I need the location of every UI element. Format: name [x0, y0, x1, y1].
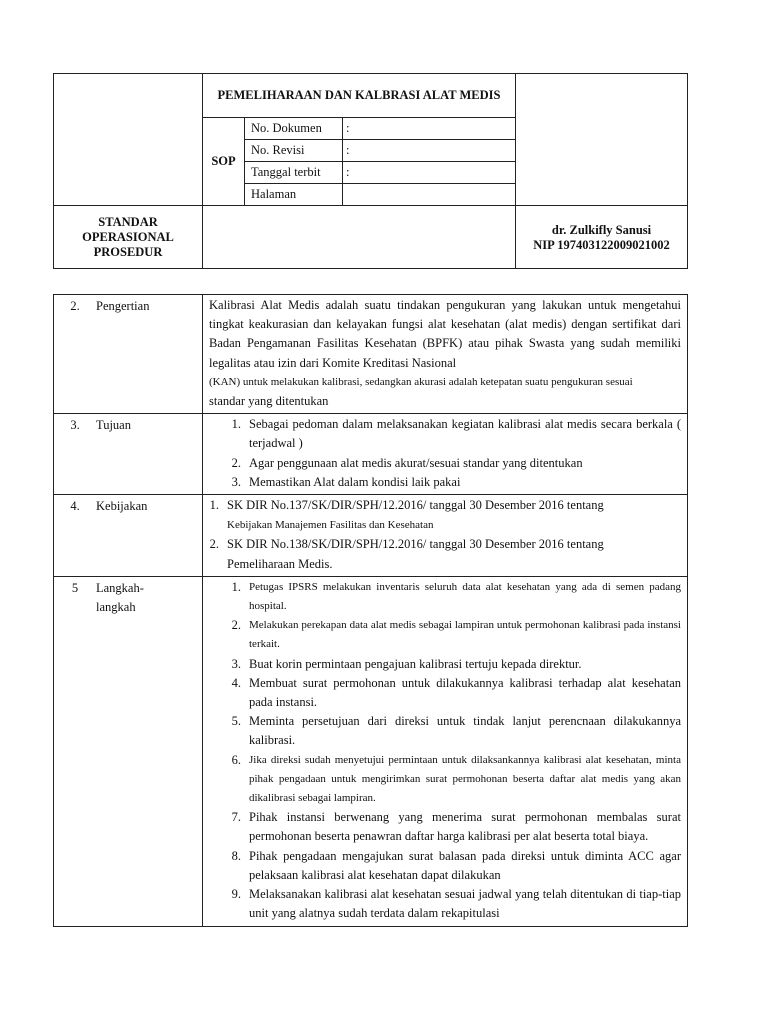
definition-text: Kalibrasi Alat Medis adalah suatu tindakan pengukuran yang lakukan untuk mengetahui tingkat keakurasian dan kelayakan fungsi alat kesehatan (alat medis) dengan sertifikat dari Badan Pengamanan Fasilitas Kesehatan (BPFK) atau pihak Swasta yang sudah memiliki legalitas atau izin dari Komite Kreditasi Nasional: [209, 298, 681, 370]
item-text: SK DIR No.137/SK/DIR/SPH/12.2016/ tanggal 30 Desember 2016 tentang: [227, 498, 604, 513]
section-title: Kebijakan: [96, 499, 148, 514]
item-text: Kebijakan Manajemen Fasilitas dan Kesehatan: [227, 519, 434, 532]
item-text: Memastikan Alat dalam kondisi laik pakai: [249, 474, 461, 489]
item-number: 1.: [209, 498, 219, 513]
item-text: Pihak instansi berwenang yang menerima surat permohonan membalas surat permohonan beserta penawran daftar harga kalibrasi per alat beserta total biaya.: [249, 810, 681, 844]
signer-nip: NIP 197403122009021002: [533, 238, 670, 252]
document-header: [53, 73, 688, 269]
section-label: [54, 295, 203, 414]
item-text: Agar penggunaan alat medis akurat/sesuai standar yang ditentukan: [249, 455, 583, 470]
list-item: [209, 808, 681, 846]
section-title: [96, 579, 176, 617]
item-number: 5.: [231, 714, 241, 729]
section-title: Tujuan: [96, 418, 131, 433]
section-label: [54, 414, 203, 495]
field-label: Halaman: [245, 184, 343, 206]
list-item: [209, 578, 681, 616]
definition-text: standar yang ditentukan: [209, 394, 329, 409]
section-number: 2.: [70, 299, 80, 313]
list-item: [209, 847, 681, 885]
definition-text: (KAN) untuk melakukan kalibrasi, sedangkan akurasi adalah ketepatan suatu pengukuran sesuai: [209, 375, 633, 388]
section-content: [203, 576, 688, 926]
section-row: [54, 576, 688, 926]
item-number: 3.: [231, 474, 241, 489]
field-value: :: [343, 162, 516, 184]
blank-cell: [516, 74, 688, 206]
list-item: [209, 616, 681, 654]
field-value: [343, 184, 516, 206]
section-title-line: Langkah-: [96, 580, 144, 595]
standard-operational-label: [54, 206, 203, 269]
list-item: [209, 473, 681, 492]
item-number: 4.: [231, 675, 241, 690]
item-text: Pemeliharaan Medis.: [227, 556, 333, 571]
item-number: 7.: [231, 810, 241, 825]
item-number: 1.: [231, 579, 241, 594]
item-number: 9.: [231, 887, 241, 902]
section-content: [203, 414, 688, 495]
list-item: [209, 454, 681, 473]
item-number: 8.: [231, 848, 241, 863]
middle-blank-cell: [203, 206, 516, 269]
section-content: [203, 495, 688, 577]
item-number: 2.: [231, 455, 241, 470]
standard-line: STANDAR: [98, 214, 158, 229]
list-item: [209, 535, 681, 573]
section-number: 4.: [70, 499, 80, 514]
list-item: [209, 885, 681, 923]
standard-line: OPERASIONAL: [82, 229, 174, 244]
section-number: 3.: [70, 418, 80, 433]
item-text: Membuat surat permohonan untuk dilakukannya kalibrasi terhadap alat kesehatan pada instansi.: [249, 675, 681, 710]
section-label: [54, 495, 203, 577]
item-number: 2.: [231, 618, 241, 633]
item-text: Sebagai pedoman dalam melaksanakan kegiatan kalibrasi alat medis secara berkala ( terjadwal ): [249, 417, 681, 451]
section-label: [54, 576, 203, 926]
item-text: Petugas IPSRS melakukan inventaris seluruh data alat kesehatan yang ada di semen padang hospital.: [249, 580, 681, 613]
logo-cell: [54, 74, 203, 206]
list-item: [209, 655, 681, 674]
item-text: Buat korin permintaan pengajuan kalibrasi tertuju kepada direktur.: [249, 656, 582, 671]
field-label: No. Dokumen: [245, 118, 343, 140]
item-text: SK DIR No.138/SK/DIR/SPH/12.2016/ tanggal 30 Desember 2016 tentang: [227, 537, 604, 552]
field-label: No. Revisi: [245, 140, 343, 162]
list-item: [209, 712, 681, 750]
section-content: [203, 295, 688, 414]
item-text: Melakukan perekapan data alat medis sebagai lampiran untuk permohonan kalibrasi pada instansi terkait.: [249, 619, 681, 651]
field-value: :: [343, 118, 516, 140]
section-row: [54, 295, 688, 414]
field-value: :: [343, 140, 516, 162]
signer-name: dr. Zulkifly Sanusi: [551, 223, 652, 237]
item-number: 6.: [231, 752, 241, 767]
item-text: Jika direksi sudah menyetujui permintaan untuk dilaksankannya kalibrasi alat kesehatan, minta pihak pengadaan untuk mengirimkan surat permohonan beserta daftar alat medis yang akan dikalibrasi sebagai lampiran.: [249, 753, 681, 805]
sop-content-table: [53, 294, 688, 927]
list-item: [209, 415, 681, 453]
item-text: Melaksanakan kalibrasi alat kesehatan sesuai jadwal yang telah ditentukan di tiap-tiap unit yang alatnya sudah terdata dalam rekapitulasi: [249, 887, 681, 921]
document-title: PEMELIHARAAN DAN KALBRASI ALAT MEDIS: [203, 74, 516, 118]
section-row: [54, 495, 688, 577]
item-number: 2.: [209, 537, 219, 552]
signer-block: [516, 206, 688, 269]
item-text: Pihak pengadaan mengajukan surat balasan pada direksi untuk diminta ACC agar pelaksaan kalibrasi alat kesehatan dapat dilakukan: [249, 848, 681, 882]
standard-line: PROSEDUR: [93, 244, 163, 259]
item-number: 3.: [231, 656, 241, 671]
list-item: [209, 674, 681, 712]
item-text: Meminta persetujuan dari direksi untuk tindak lanjut perencnaan dilakukannya kalibrasi.: [249, 714, 681, 748]
list-item: [209, 496, 681, 535]
section-title: Pengertian: [96, 299, 150, 313]
section-title-line: langkah: [96, 600, 136, 615]
field-label: Tanggal terbit: [245, 162, 343, 184]
list-item: [209, 751, 681, 809]
item-number: 1.: [231, 417, 241, 432]
section-number: 5: [71, 580, 79, 595]
sop-label: SOP: [203, 118, 245, 206]
section-row: [54, 414, 688, 495]
